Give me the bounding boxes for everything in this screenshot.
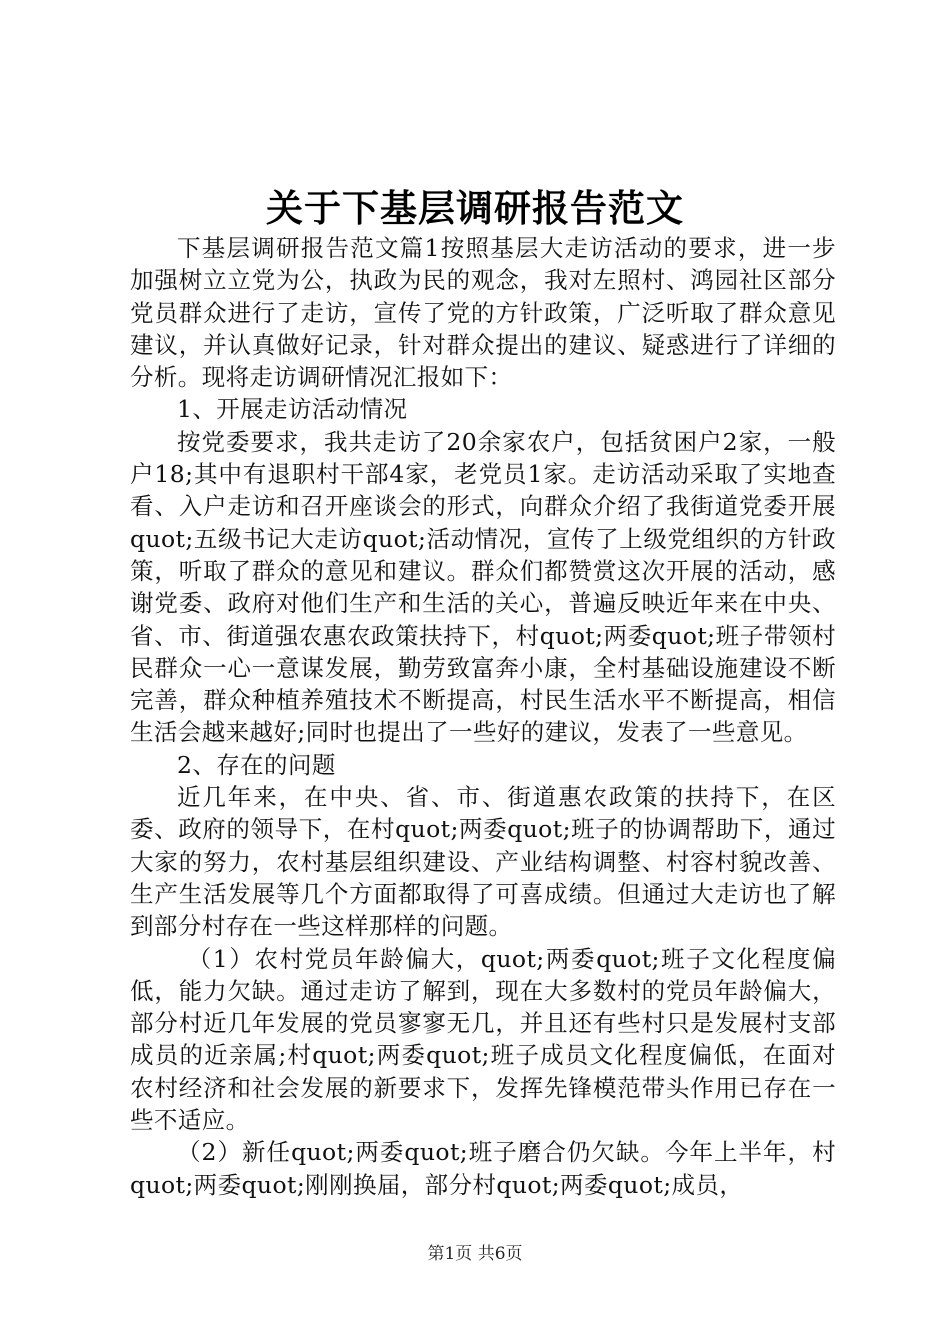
document-body xyxy=(130,232,836,1201)
paragraph-problems-intro: 近几年来，在中央、省、市、街道惠农政策的扶持下，在区委、政府的领导下，在村quot;两委quot;班子的协调帮助下，通过大家的努力，农村基层组织建设、产业结构调整、村容村貌改善、生产生活发展等几个方面都取得了可喜成绩。但通过大走访也了解到部分村存在一些这样那样的问题。 xyxy=(130,783,836,941)
document-title: 关于下基层调研报告范文 xyxy=(266,187,684,230)
paragraph-intro: 下基层调研报告范文篇1按照基层大走访活动的要求，进一步加强树立立党为公，执政为民的观念，我对左照村、鸿园社区部分党员群众进行了走访，宣传了党的方针政策，广泛听取了群众意见建议，并认真做好记录，针对群众提出的建议、疑惑进行了详细的分析。现将走访调研情况汇报如下： xyxy=(130,234,836,392)
paragraph-problem-2: （2）新任quot;两委quot;班子磨合仍欠缺。今年上半年，村quot;两委quot;刚刚换届，部分村quot;两委quot;成员， xyxy=(130,1138,836,1199)
paragraph-visit-summary: 按党委要求，我共走访了20余家农户，包括贫困户2家，一般户18;其中有退职村干部4家，老党员1家。走访活动采取了实地查看、入户走访和召开座谈会的形式，向群众介绍了我街道党委开展quot;五级书记大走访quot;活动情况，宣传了上级党组织的方针政策，听取了群众的意见和建议。群众们都赞赏这次开展的活动，感谢党委、政府对他们生产和生活的关心，普遍反映近年来在中央、省、市、街道强农惠农政策扶持下，村quot;两委quot;班子带领村民群众一心一意谋发展，勤劳致富奔小康，全村基础设施建设不断完善，群众种植养殖技术不断提高，村民生活水平不断提高，相信生活会越来越好;同时也提出了一些好的建议，发表了一些意见。 xyxy=(130,427,836,747)
section-heading-1: 1、开展走访活动情况 xyxy=(177,395,408,424)
section-heading-2: 2、存在的问题 xyxy=(177,750,336,779)
paragraph-problem-1: （1）农村党员年龄偏大，quot;两委quot;班子文化程度偏低，能力欠缺。通过走访了解到，现在大多数村的党员年龄偏大，部分村近几年发展的党员寥寥无几，并且还有些村只是发展村支部成员的近亲属;村quot;两委quot;班子成员文化程度偏低，在面对农村经济和社会发展的新要求下，发挥先锋模范带头作用已存在一些不适应。 xyxy=(130,944,836,1135)
page-number: 第1页 共6页 xyxy=(427,1244,523,1264)
